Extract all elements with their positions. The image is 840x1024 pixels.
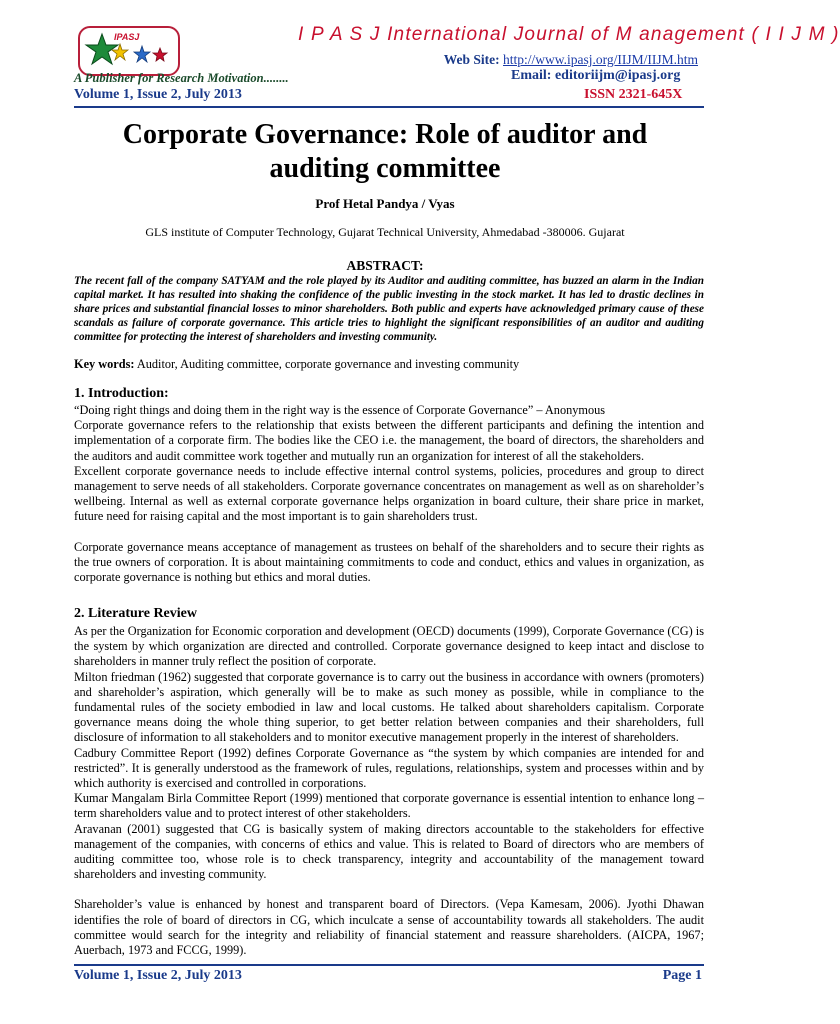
paragraph: Cadbury Committee Report (1992) defines Corporate Governance as “the system by which companies are intended for and restricted”. It is generally understood as the framework of rules, regulations, relationships, system and processes within and by which authority is exercised and controlled in corporations. [74, 745, 704, 791]
section-heading-literature-review: 2. Literature Review [74, 606, 197, 621]
paragraph: As per the Organization for Economic corporation and development (OECD) documents (1999), Corporate Governance (CG) is the system by which organization are directed and controlled. Corporate governance designed to keep intact and disclose to shareholders in manner truly reflect the position of corporate. [74, 624, 704, 669]
paragraph: “Doing right things and doing them in the right way is the essence of Corporate Governance” – Anonymous [74, 403, 606, 417]
abstract-text: The recent fall of the company SATYAM and the role played by its Auditor and auditing committee, has buzzed an alarm in the Indian capital market. It has resulted into shaking the confidence of the public investing in the stock market. It has led to drastic declines in share prices and substantial financial losses to minor shareholders. Both public and experts have acknowledged primary cause of these scandals as failure of corporate governance. This article tries to highlight the significant responsibilities of an auditor and auditing committee for protecting the interest of shareholders and investing community. [74, 275, 704, 343]
paragraph: Corporate governance means acceptance of management as trustees on behalf of the shareholders and to secure their rights as the true owners of corporation. It is about maintaining commitments to code and conduct, ethics and values in organization, as corporate governance is nothing but ethics and moral duties. [74, 539, 704, 585]
paragraph: Kumar Mangalam Birla Committee Report (1999) mentioned that corporate governance is essential intention to enhance long – term shareholders value and to protect interest of other stakeholders. [74, 791, 704, 821]
footer-divider [74, 964, 704, 966]
keywords-line [74, 357, 704, 372]
volume-issue-header: Volume 1, Issue 2, July 2013 [74, 87, 242, 102]
issn: ISSN 2321-645X [584, 87, 683, 102]
footer-page-number: Page 1 [662, 968, 702, 983]
paragraph: Milton friedman (1962) suggested that corporate governance is to carry out the business in accordance with owners (promoters) and shareholder’s aspiration, which generally will be to make as such money as possible, while in compliance to the fundamental rules of the society embodied in law and local customs. He talked about shareholders capitalism. Corporate governance means doing the whole thing superior, to get better relation between companies and their shareholders, full disclosure of information to all stakeholders and to monitor executive management properly in the interest of shareholders. [74, 669, 704, 745]
journal-title: I P A S J International Journal of M anagement ( I I J M ) [298, 24, 840, 45]
keywords-label: Key words: [74, 357, 135, 371]
paragraph: Corporate governance refers to the relationship that exists between the different participants and defining the intention and implementation of a corporate firm. The bodies like the CEO i.e. the management, the board of directors, the shareholders and the auditors and audit committee work together and mutually run an organization for interest of all the stakeholders. [74, 418, 704, 463]
author-affiliation: GLS institute of Computer Technology, Gujarat Technical University, Ahmedabad -380006. Gujarat [145, 225, 625, 239]
abstract-heading: ABSTRACT: [346, 258, 424, 273]
website-label: Web Site: [443, 52, 500, 67]
paragraph: Aravanan (2001) suggested that CG is basically system of making directors accountable to the stakeholders for effective management of the companies, with concerns of ethics and value. This is related to Board of directors who are members of auditing committee too, whose role is to check transparency, integrity and accountability of the management toward shareholders and investing community. [74, 821, 704, 882]
header-divider [74, 106, 704, 108]
logo-text: IPASJ [114, 32, 140, 42]
website-line [444, 52, 698, 68]
section-heading-introduction: 1. Introduction: [74, 386, 169, 401]
footer-volume-issue: Volume 1, Issue 2, July 2013 [74, 968, 242, 983]
paper-author: Prof Hetal Pandya / Vyas [315, 196, 455, 211]
literature-review-body [74, 624, 704, 958]
introduction-body [74, 403, 704, 585]
ipasj-logo [78, 26, 180, 76]
publisher-tagline: A Publisher for Research Motivation........ [74, 71, 289, 85]
email-line: Email: editoriijm@ipasj.org [511, 68, 681, 83]
paragraph: Shareholder’s value is enhanced by honest and transparent board of Directors. (Vepa Kamesam, 2006). Jyothi Dhawan identifies the role of board of directors in CG, which inculcate a sense of accountability towards all stakeholders. The audit committee would search for the integrity and reliability of financial statement and reassure shareholders. (AICPA, 1967; Auerbach, 1973 and FCCG, 1999). [74, 897, 704, 958]
keywords-list: Auditor, Auditing committee, corporate governance and investing community [136, 357, 520, 371]
website-link[interactable]: http://www.ipasj.org/IIJM/IIJM.htm [503, 52, 698, 67]
paragraph: Excellent corporate governance needs to include effective internal control systems, policies, procedures and group to direct management to serve needs of all stakeholders. Corporate governance concentrates on management as well as on shareholder’s wellbeing. Internal as well as external corporate governance helps organization in board culture, their share price in market, future need for raising capital and the most important is to gain shareholders trust. [74, 463, 704, 524]
paper-title: Corporate Governance: Role of auditor and auditing committee [122, 119, 648, 184]
